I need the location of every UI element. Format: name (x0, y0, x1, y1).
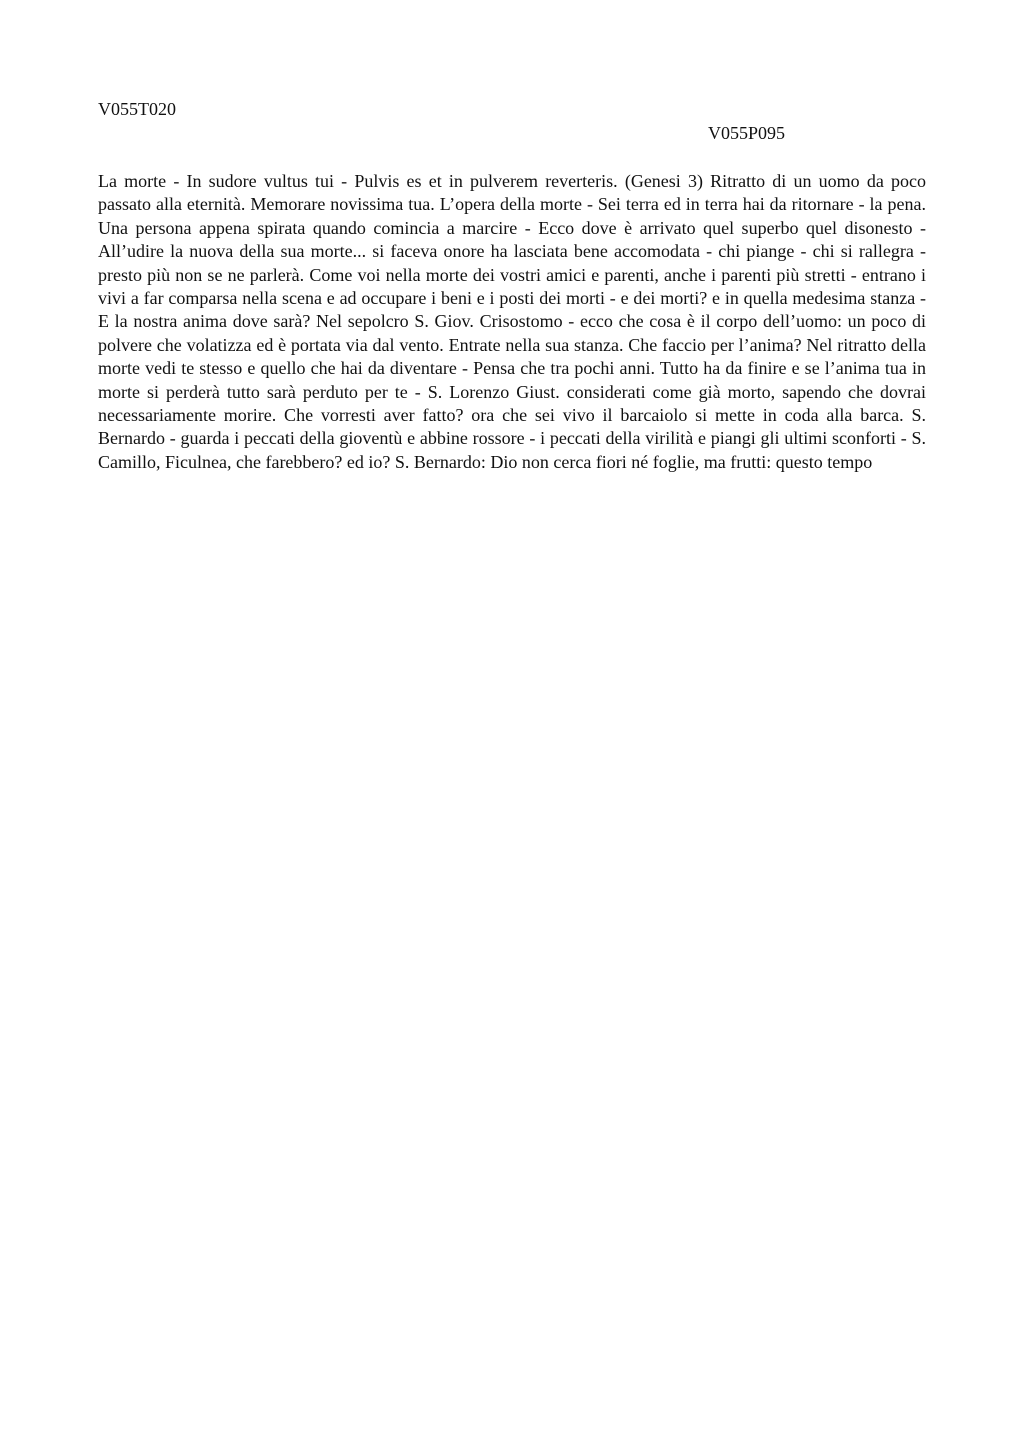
document-code: V055T020 (98, 99, 176, 119)
page-code: V055P095 (708, 123, 786, 143)
body-paragraph: La morte - In sudore vultus tui - Pulvis es et in pulverem reverteris. (Genesi 3) Ritratto di un uomo da poco passato alla eternità. Memorare novissima tua. L’opera della morte - Sei terra ed in terra hai da ritornare - la pena. Una persona appena spirata quando comincia a marcire - Ecco dove è arrivato quel superbo quel disonesto - All’udire la nuova della sua morte... si faceva onore ha lasciata bene accomodata - chi piange - chi si rallegra - presto più non se ne parlerà. Come voi nella morte dei vostri amici e parenti, anche i parenti più stretti - entrano i vivi a far comparsa nella scena e ad occupare i beni e i posti dei morti - e dei morti? e in quella medesima stanza - E la nostra anima dove sarà? Nel sepolcro S. Giov. Crisostomo - ecco che cosa è il corpo dell’uomo: un poco di polvere che volatizza ed è portata via dal vento. Entrate nella sua stanza. Che faccio per l’anima? Nel ritratto della morte vedi te stesso e quello che hai da diventare - Pensa che tra pochi anni. Tutto ha da finire e se l’anima tua in morte si perderà tutto sarà perduto per te - S. Lorenzo Giust. considerati come già morto, sapendo che dovrai necessariamente morire. Che vorresti aver fatto? ora che sei vivo il barcaiolo si mette in coda alla barca. S. Bernardo - guarda i peccati della gioventù e abbine rossore - i peccati della virilità e piangi gli ultimi sconforti - S. Camillo, Ficulnea, che farebbero? ed io? S. Bernardo: Dio non cerca fiori né foglie, ma frutti: questo tempo (98, 171, 926, 472)
